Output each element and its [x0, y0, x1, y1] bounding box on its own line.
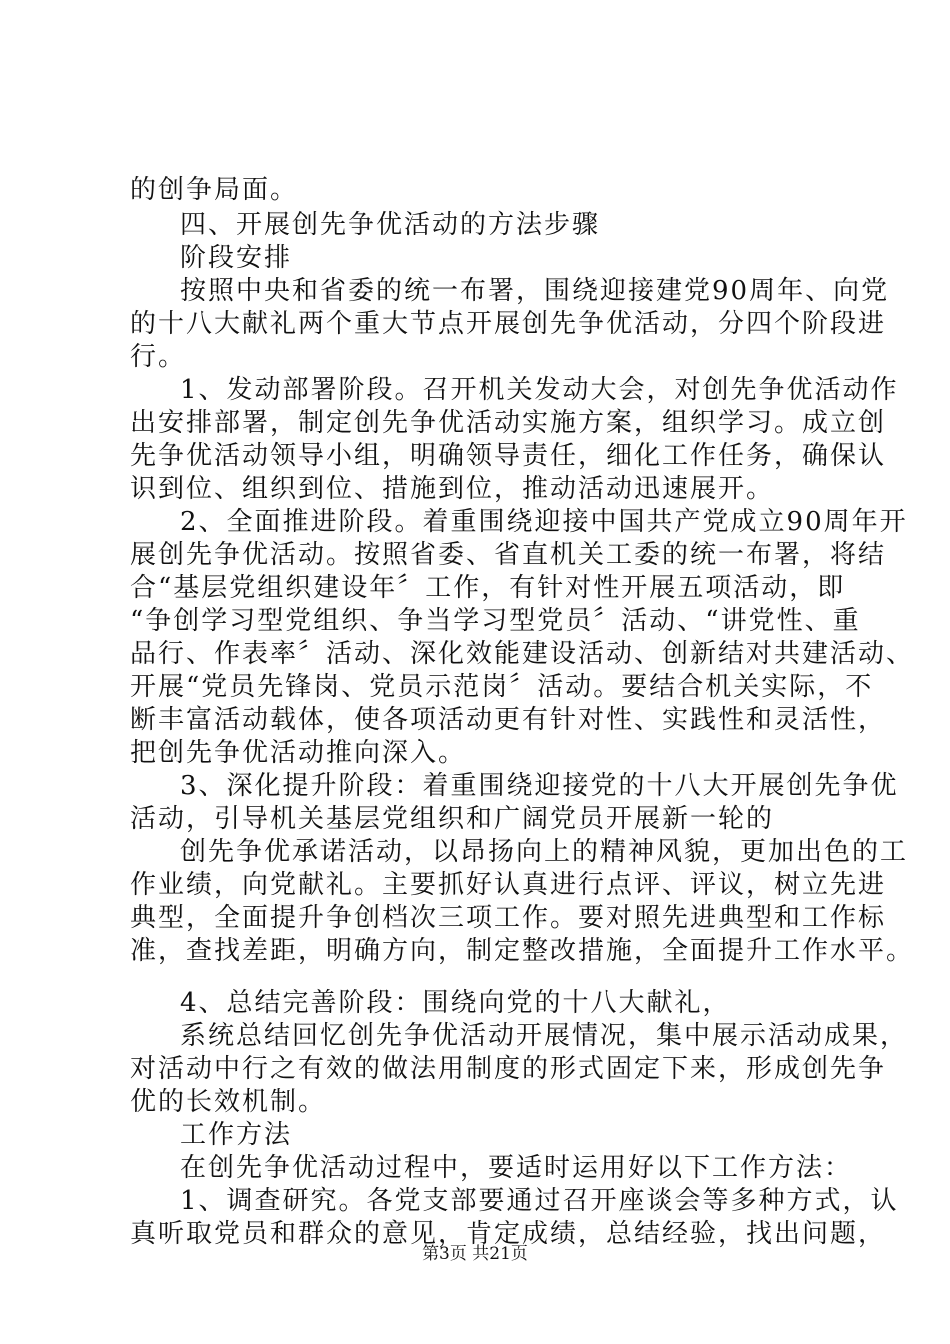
- text-line: 先争优活动领导小组，明确领导责任，细化工作任务，确保认: [130, 441, 887, 471]
- text-line: 活动，引导机关基层党组织和广阔党员开展新一轮的: [130, 804, 775, 834]
- text-line: 对活动中行之有效的做法用制度的形式固定下来，形成创先争: [130, 1054, 887, 1084]
- section-heading: 四、开展创先争优活动的方法步骤: [180, 210, 601, 240]
- text-line: 在创先争优活动过程中，要适时运用好以下工作方法：: [180, 1153, 853, 1183]
- text-line: 出安排部署，制定创先争优活动实施方案，组织学习。成立创: [130, 408, 887, 438]
- subsection-heading: 阶段安排: [180, 243, 293, 273]
- text-line: 真听取党员和群众的意见，肯定成绩，总结经验，找出问题，: [130, 1219, 887, 1249]
- text-line: 行。: [130, 342, 187, 372]
- text-line: 把创先争优活动推向深入。: [130, 738, 467, 768]
- text-line: 品行、作表率〞活动、深化效能建设活动、创新结对共建活动、: [130, 639, 915, 669]
- text-line: 1、发动部署阶段。召开机关发动大会，对创先争优活动作: [180, 375, 899, 405]
- text-line: “争创学习型党组织、争当学习型党员〞活动、“讲党性、重: [130, 606, 861, 636]
- text-line: 展创先争优活动。按照省委、省直机关工委的统一布署，将结: [130, 540, 887, 570]
- text-line: 2、全面推进阶段。着重围绕迎接中国共产党成立90周年开: [180, 507, 908, 537]
- subsection-heading: 工作方法: [180, 1120, 293, 1150]
- text-line: 作业绩，向党献礼。主要抓好认真进行点评、评议，树立先进: [130, 870, 887, 900]
- text-line: 合“基层党组织建设年〞工作，有针对性开展五项活动，即: [130, 573, 846, 603]
- text-line: 按照中央和省委的统一布署，围绕迎接建党90周年、向党: [180, 276, 890, 306]
- text-line: 1、调查研究。各党支部要通过召开座谈会等多种方式，认: [180, 1186, 899, 1216]
- text-line: 准，查找差距，明确方向，制定整改措施，全面提升工作水平。: [130, 936, 915, 966]
- page-number: 第3页 共21页: [422, 1244, 528, 1264]
- text-line: 系统总结回忆创先争优活动开展情况，集中展示活动成果，: [180, 1021, 909, 1051]
- text-line: 的创争局面。: [130, 175, 299, 205]
- text-line: 的十八大献礼两个重大节点开展创先争优活动，分四个阶段进: [130, 309, 887, 339]
- text-line: 创先争优承诺活动，以昂扬向上的精神风貌，更加出色的工: [180, 837, 909, 867]
- text-line: 断丰富活动载体，使各项活动更有针对性、实践性和灵活性，: [130, 705, 887, 735]
- text-line: 3、深化提升阶段：着重围绕迎接党的十八大开展创先争优: [180, 771, 899, 801]
- text-line: 优的长效机制。: [130, 1087, 327, 1117]
- text-line: 识到位、组织到位、措施到位，推动活动迅速展开。: [130, 474, 775, 504]
- text-line: 开展“党员先锋岗、党员示范岗〞活动。要结合机关实际，不: [130, 672, 874, 702]
- text-line: 典型，全面提升争创档次三项工作。要对照先进典型和工作标: [130, 903, 887, 933]
- text-line: 4、总结完善阶段：围绕向党的十八大献礼，: [180, 988, 731, 1018]
